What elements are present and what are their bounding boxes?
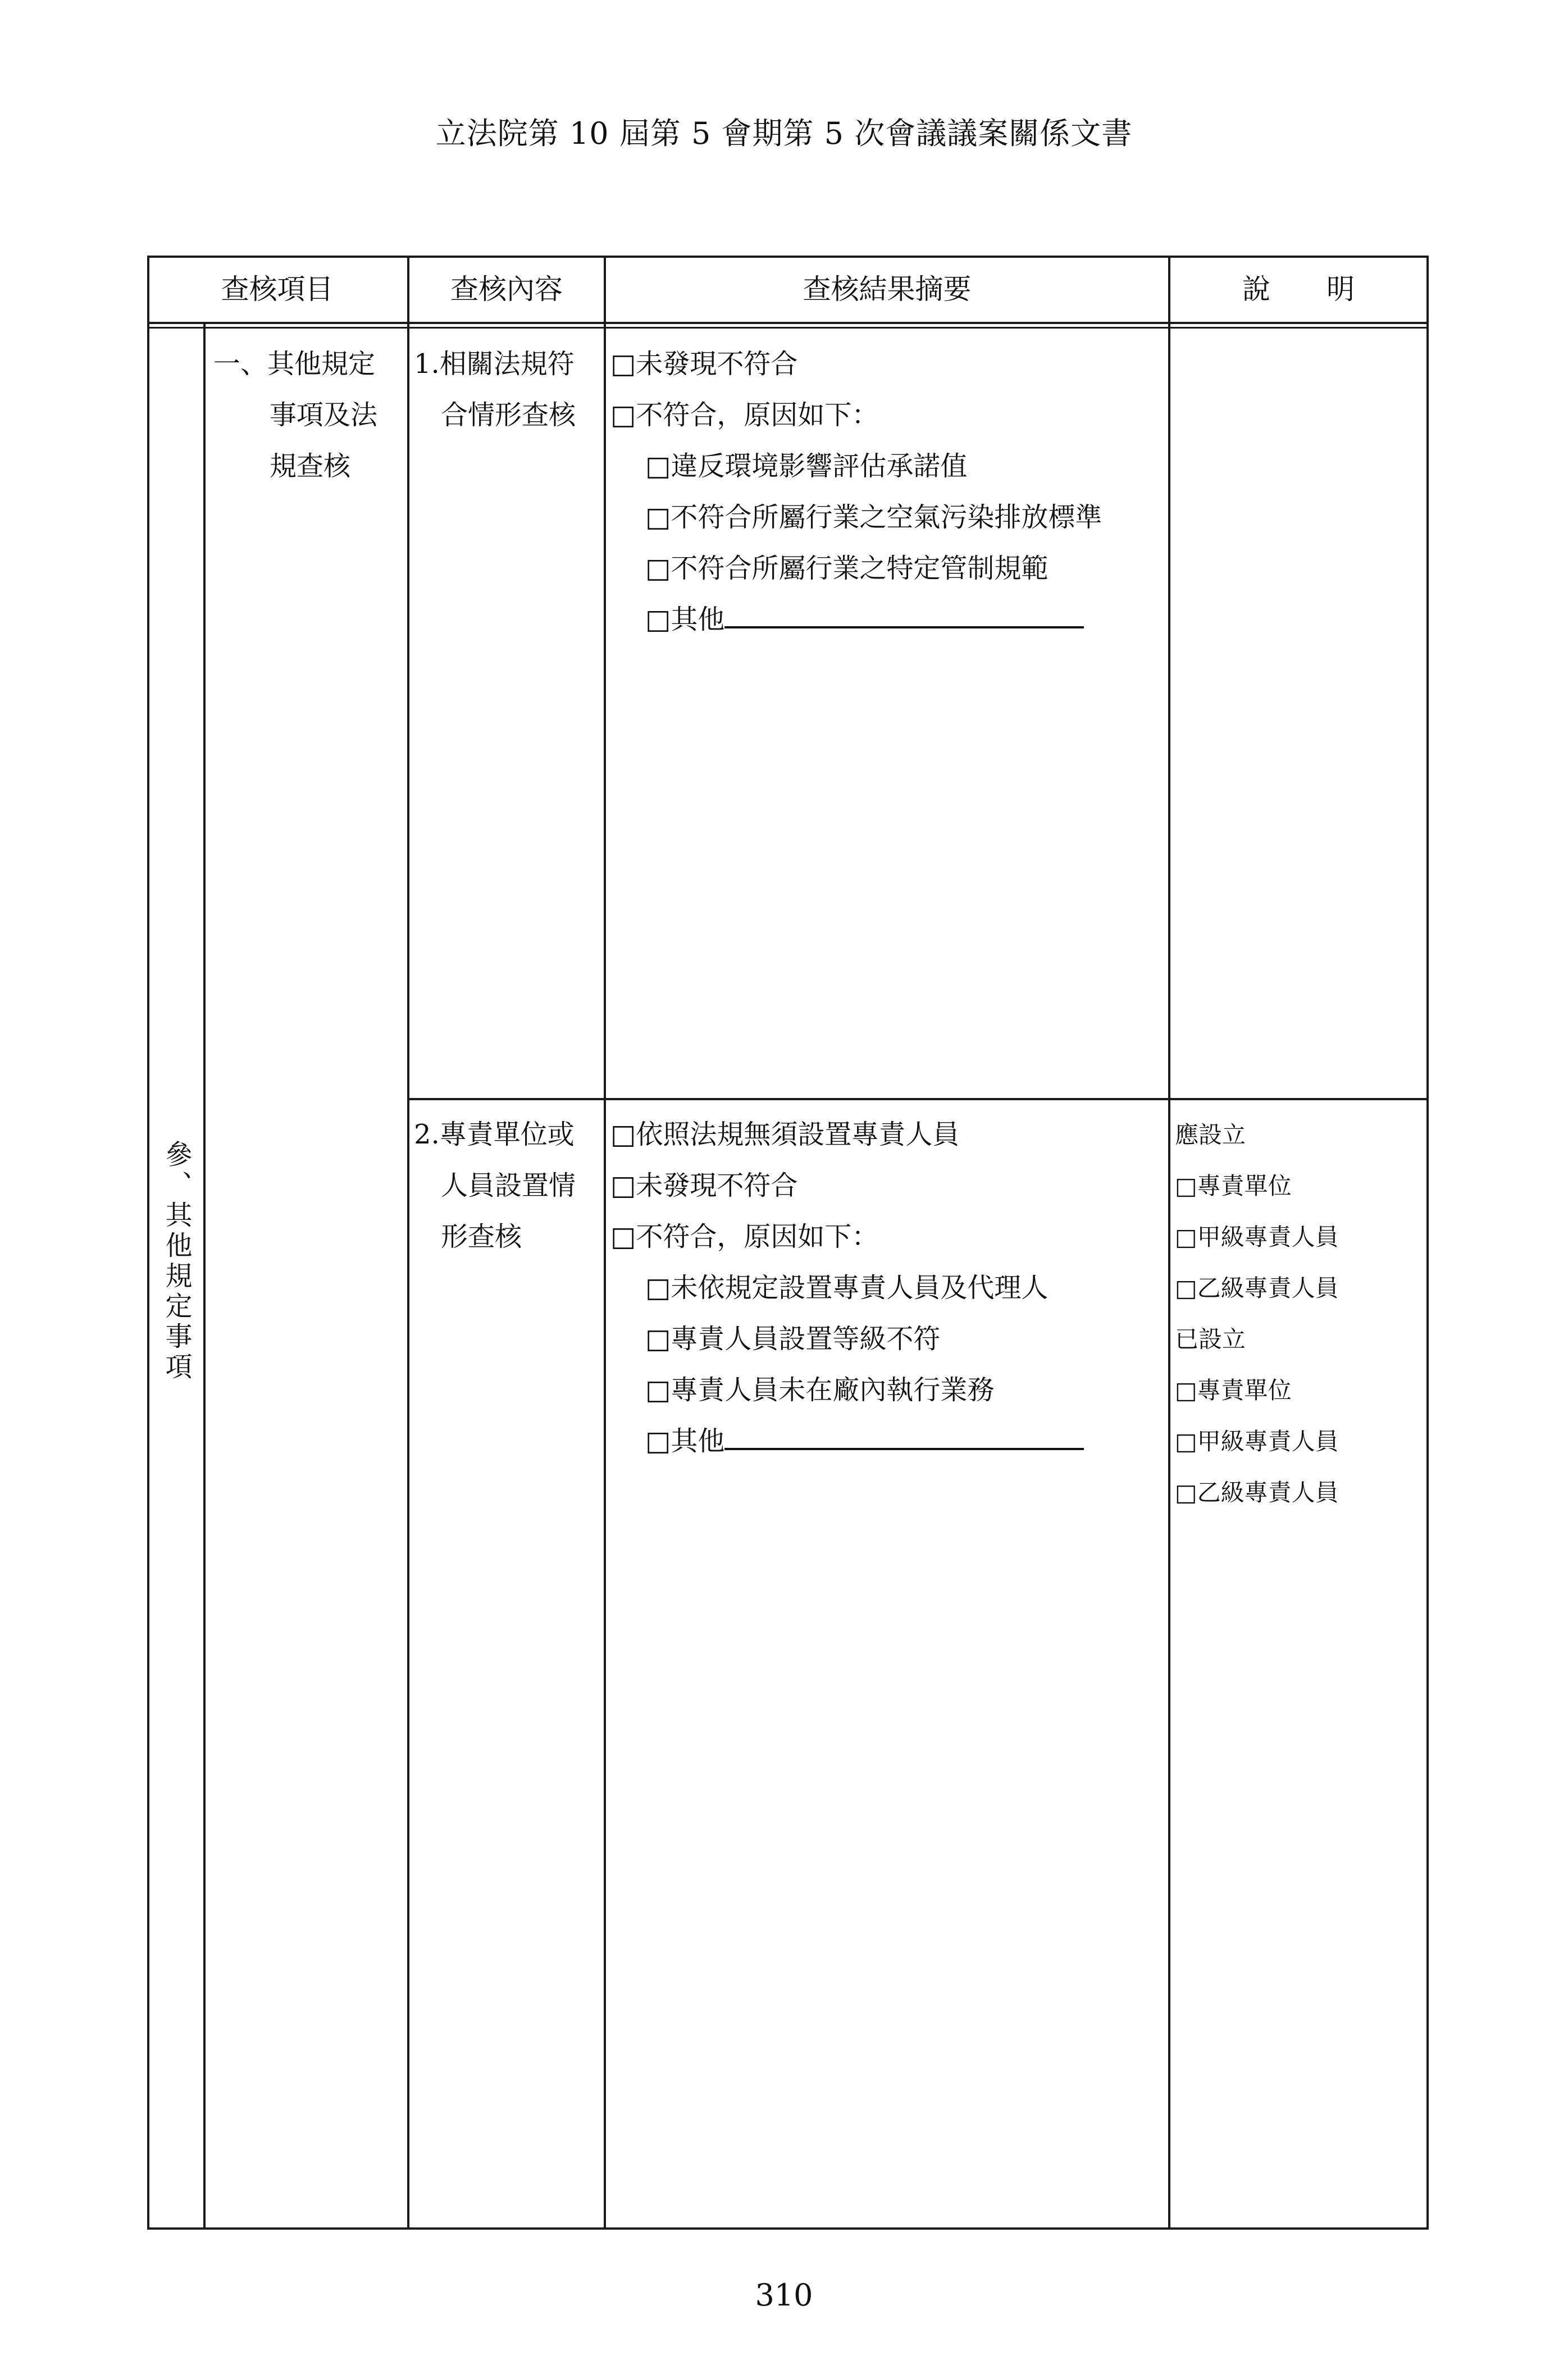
header-audit-content: 查核內容 bbox=[450, 273, 563, 306]
result-option: □不符合所屬行業之空氣污染排放標準 bbox=[645, 502, 1102, 533]
note-line: □專責單位 bbox=[1175, 1377, 1292, 1404]
content-line: 人員設置情 bbox=[441, 1170, 576, 1201]
row1-results bbox=[610, 339, 1102, 645]
header-bottom-border bbox=[147, 322, 1429, 324]
result-option: □未發現不符合 bbox=[610, 1170, 798, 1201]
note-line: □甲級專責人員 bbox=[1175, 1223, 1339, 1251]
row2-results bbox=[610, 1109, 1084, 1467]
section-divider bbox=[203, 324, 206, 2230]
note-line: □甲級專責人員 bbox=[1175, 1428, 1339, 1455]
col2-divider bbox=[604, 256, 606, 2230]
row2-content bbox=[414, 1109, 576, 1263]
table-top-border bbox=[147, 256, 1429, 258]
content-line: 形查核 bbox=[441, 1221, 522, 1252]
header-audit-item: 查核項目 bbox=[221, 273, 334, 306]
row-divider bbox=[407, 1098, 1429, 1100]
row2-notes bbox=[1175, 1109, 1339, 1518]
section-label: 參、其他規定事項 bbox=[161, 1140, 192, 1383]
table-left-border bbox=[147, 256, 149, 2230]
result-option-other bbox=[610, 1416, 1084, 1467]
note-line: □專責單位 bbox=[1175, 1172, 1292, 1200]
result-option: □違反環境影響評估承諾值 bbox=[645, 450, 968, 482]
page-number: 310 bbox=[755, 2277, 813, 2313]
note-line: 已設立 bbox=[1175, 1325, 1246, 1353]
item-label-line: 一、其他規定 bbox=[213, 348, 376, 380]
page-title: 立法院第 10 屆第 5 會期第 5 次會議議案關係文書 bbox=[435, 116, 1133, 151]
result-option: □依照法規無須設置專責人員 bbox=[610, 1119, 960, 1150]
fill-in-blank bbox=[724, 604, 1084, 628]
other-label: □其他 bbox=[645, 604, 725, 635]
header-result-summary: 查核結果摘要 bbox=[803, 273, 972, 306]
header-remarks: 說 明 bbox=[1242, 273, 1355, 306]
note-line: □乙級專責人員 bbox=[1175, 1274, 1339, 1302]
row1-content bbox=[414, 339, 576, 441]
note-line: □乙級專責人員 bbox=[1175, 1479, 1339, 1506]
result-option: □未依規定設置專責人員及代理人 bbox=[645, 1272, 1049, 1304]
table-right-border bbox=[1426, 256, 1429, 2230]
result-option-other bbox=[610, 594, 1102, 645]
result-option: □未發現不符合 bbox=[610, 348, 798, 380]
content-line: 2.專責單位或 bbox=[414, 1119, 575, 1150]
result-option: □不符合，原因如下： bbox=[610, 1221, 879, 1252]
col1-divider bbox=[407, 256, 409, 2230]
table-bottom-border bbox=[147, 2227, 1429, 2230]
item-label bbox=[213, 339, 407, 492]
header-bottom-border-double bbox=[147, 327, 1429, 329]
other-label: □其他 bbox=[645, 1425, 725, 1457]
item-label-line: 規查核 bbox=[270, 450, 351, 482]
audit-form-table bbox=[147, 256, 1429, 2230]
note-line: 應設立 bbox=[1175, 1121, 1246, 1149]
result-option: □專責人員設置等級不符 bbox=[645, 1323, 941, 1355]
fill-in-blank bbox=[724, 1425, 1084, 1450]
content-line: 1.相關法規符 bbox=[414, 348, 575, 380]
result-option: □不符合，原因如下： bbox=[610, 399, 879, 431]
item-label-line: 事項及法 bbox=[270, 399, 378, 431]
content-line: 合情形查核 bbox=[441, 399, 576, 431]
result-option: □專責人員未在廠內執行業務 bbox=[645, 1374, 995, 1406]
result-option: □不符合所屬行業之特定管制規範 bbox=[645, 553, 1049, 584]
col3-divider bbox=[1168, 256, 1170, 2230]
